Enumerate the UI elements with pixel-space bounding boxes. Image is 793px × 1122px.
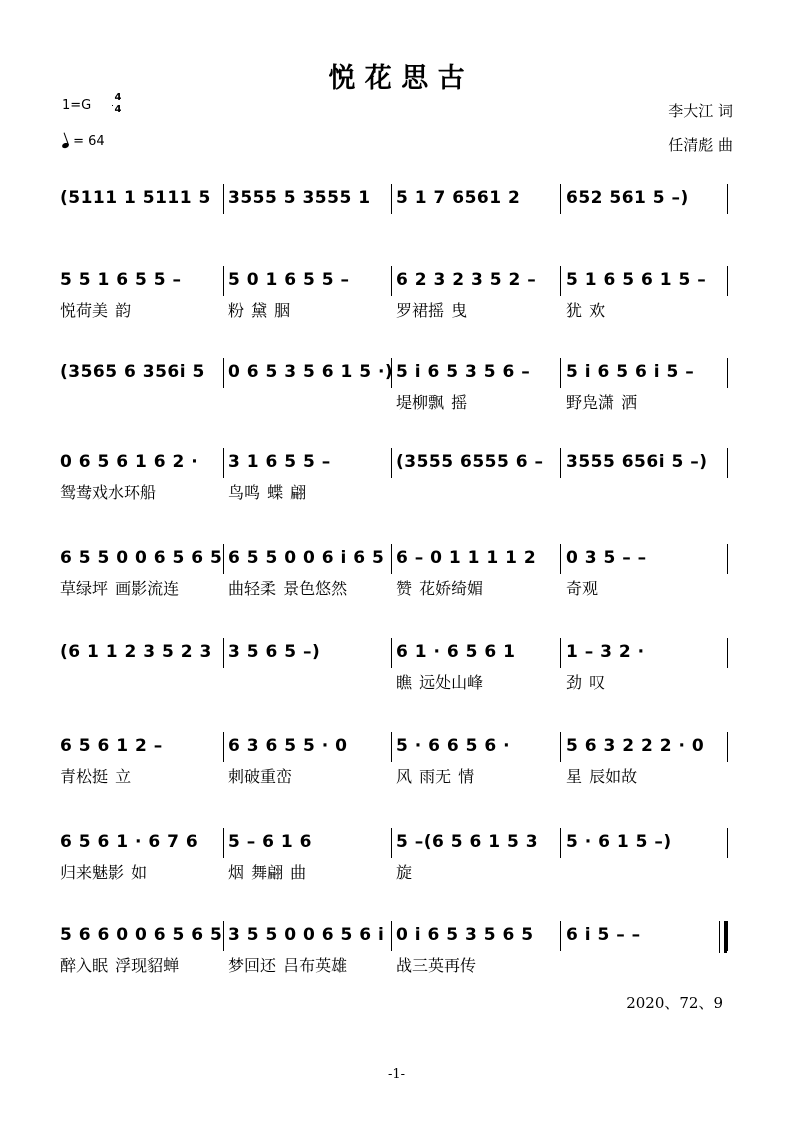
lyric-line: 战三英再传 [396,956,477,975]
barline [223,184,224,214]
measure-notes: 5 5 1 6 5 5 – [60,270,182,290]
measure-notes: 6 5 5 0 0 6 i 6 5 [228,548,385,568]
lyric-line: 梦回还 吕布英雄 [228,956,348,975]
page-number: -1- [387,1067,406,1082]
barline [727,638,728,668]
lyric-line: 旋 [396,863,413,882]
barline [727,828,728,858]
measure-notes: 5 1 6 5 6 1 5 – [566,270,707,290]
measure-notes: 3 5 5 0 0 6 5 6 i [228,925,385,945]
measure-notes: 0 6 5 3 5 6 1 5 ·) [228,362,394,382]
tempo-value: = 64 [73,134,105,149]
tempo-marking [62,134,105,149]
lyric-line: 鸟鸣 蝶 翩 [228,483,307,502]
barline [560,184,561,214]
lyric-line: 悦荷美 韵 [60,301,132,320]
measure-notes: 0 6 5 6 1 6 2 · [60,452,199,472]
barline [560,544,561,574]
measure-notes: 5 0 1 6 5 5 – [228,270,350,290]
barline [391,638,392,668]
barline [727,266,728,296]
time-signature-bottom: 4 [114,104,122,115]
measure-notes: 6 5 6 1 2 – [60,736,163,756]
lyric-line: 鸳鸯戏水环船 [60,483,157,502]
lyric-line: 星 辰如故 [566,767,638,786]
barline [560,448,561,478]
measure-notes: (6 1 1 2 3 5 2 3 [60,642,212,662]
lyric-line: 堤柳飘 摇 [396,393,468,412]
lyric-line: 草绿坪 画影流连 [60,579,180,598]
measure-notes: 3555 656i 5 –) [566,452,708,472]
barline [391,828,392,858]
lyric-line: 野凫潇 洒 [566,393,638,412]
lyricist-credit: 李大江 词 [668,102,733,120]
final-barline-thick [724,921,727,953]
barline [391,266,392,296]
measure-notes: 5 – 6 1 6 [228,832,312,852]
barline [727,358,728,388]
barline [223,544,224,574]
barline [560,732,561,762]
barline [727,184,728,214]
barline [223,921,224,951]
song-title: 悦 花 思 古 [328,63,465,94]
measure-notes: 652 561 5 –) [566,188,689,208]
barline [560,828,561,858]
barline [560,921,561,951]
barline [391,921,392,951]
barline [391,544,392,574]
measure-notes: 5 6 6 0 0 6 5 6 5 [60,925,223,945]
barline [223,358,224,388]
lyric-line: 归来魅影 如 [60,863,148,882]
measure-notes: 5 1 7 6561 2 [396,188,521,208]
barline [223,828,224,858]
measure-notes: 3 5 6 5 –) [228,642,321,662]
composer-credit: 任清彪 曲 [668,136,733,154]
measure-notes: 3 1 6 5 5 – [228,452,331,472]
barline [391,448,392,478]
lyric-line: 粉 黛 胭 [228,301,291,320]
final-barline-thin [719,921,720,953]
lyric-line: 烟 舞翩 曲 [228,863,307,882]
lyric-line: 瞧 远处山峰 [396,673,484,692]
barline [727,544,728,574]
measure-notes: 6 3 6 5 5 · 0 [228,736,348,756]
lyric-line: 犹 欢 [566,301,606,320]
lyric-line: 劲 叹 [566,673,606,692]
barline [223,638,224,668]
lyric-line: 赞 花娇绮媚 [396,579,484,598]
lyric-line: 风 雨无 情 [396,767,475,786]
lyric-line: 奇观 [566,579,599,598]
measure-notes: 0 i 6 5 3 5 6 5 [396,925,534,945]
barline [223,448,224,478]
measure-notes: 5 · 6 1 5 –) [566,832,672,852]
measure-notes: 1 – 3 2 · [566,642,645,662]
measure-notes: (5111 1 5111 5 [60,188,211,208]
measure-notes: 6 1 · 6 5 6 1 [396,642,516,662]
barline [391,184,392,214]
barline [727,921,728,951]
measure-notes: 3555 5 3555 1 [228,188,371,208]
measure-notes: 6 5 5 0 0 6 5 6 5 [60,548,223,568]
measure-notes: (3565 6 356i 5 [60,362,205,382]
barline [727,732,728,762]
measure-notes: 0 3 5 – – [566,548,647,568]
key-signature: 1=G [62,98,92,113]
measure-notes: (3555 6555 6 – [396,452,544,472]
measure-notes: 6 2 3 2 3 5 2 – [396,270,537,290]
lyric-line: 罗裙摇 曳 [396,301,468,320]
barline [391,732,392,762]
measure-notes: 5 6 3 2 2 2 · 0 [566,736,705,756]
measure-notes: 5 i 6 5 3 5 6 – [396,362,531,382]
measure-notes: 6 – 0 1 1 1 1 2 [396,548,537,568]
lyric-line: 刺破重峦 [228,767,293,786]
measure-notes: 6 i 5 – – [566,925,641,945]
date: 2020、72、9 [626,994,723,1012]
measure-notes: 5 i 6 5 6 i 5 – [566,362,695,382]
time-signature [112,92,124,116]
quarter-note-icon [61,142,69,149]
barline [560,638,561,668]
measure-notes: 5 · 6 6 5 6 · [396,736,511,756]
measure-notes: 5 –(6 5 6 1 5 3 [396,832,539,852]
barline [560,358,561,388]
lyric-line: 醉入眠 浮现貂蝉 [60,956,180,975]
lyric-line: 青松挺 立 [60,767,132,786]
barline [560,266,561,296]
barline [223,732,224,762]
time-signature-top: 4 [114,92,122,103]
measure-notes: 6 5 6 1 · 6 7 6 [60,832,199,852]
barline [223,266,224,296]
barline [727,448,728,478]
lyric-line: 曲轻柔 景色悠然 [228,579,348,598]
